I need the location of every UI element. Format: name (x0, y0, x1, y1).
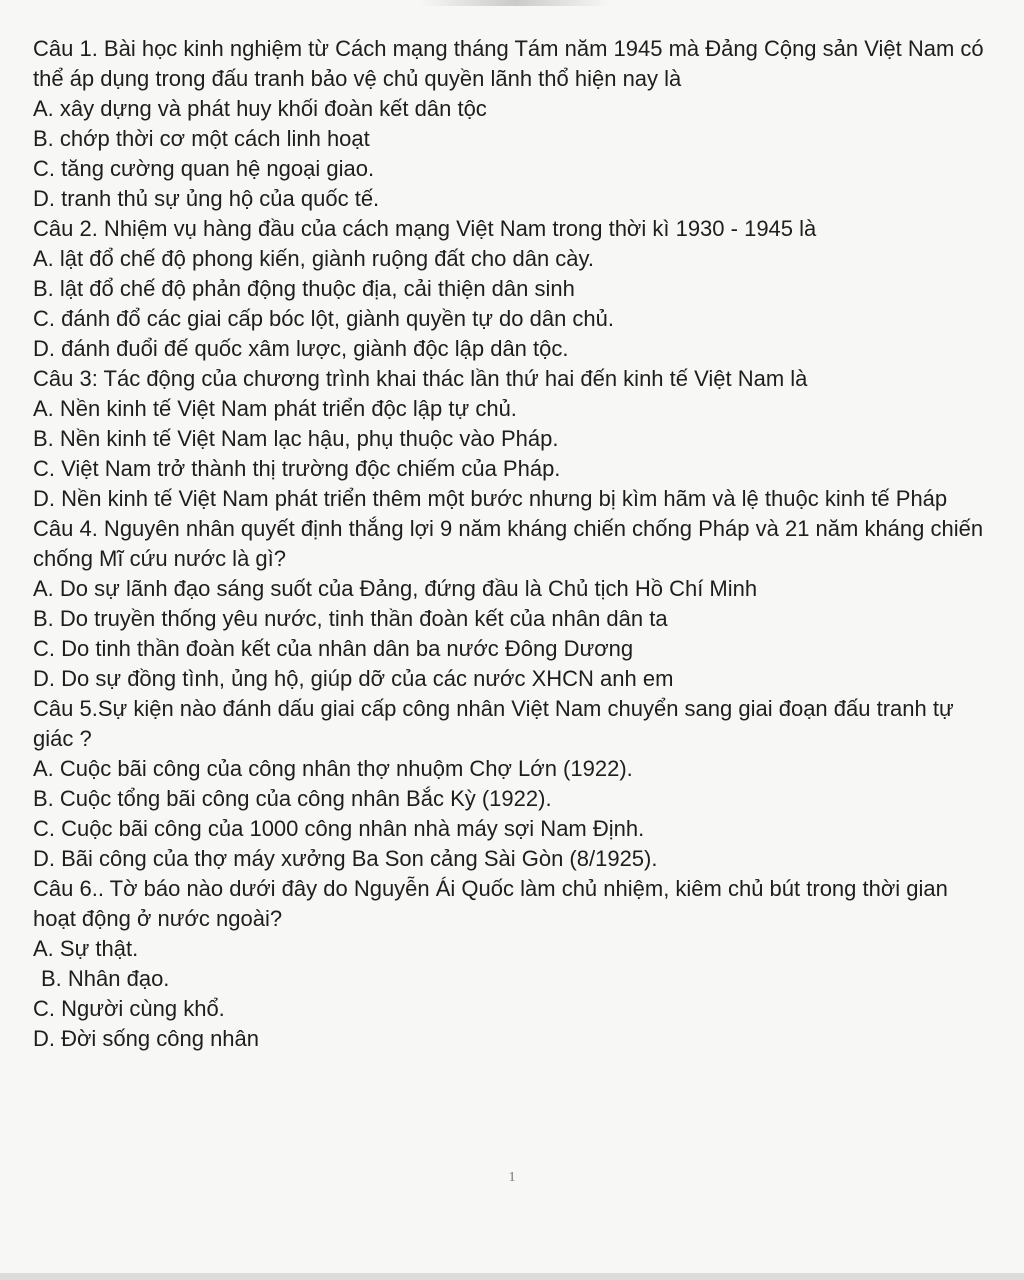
option-d: D. tranh thủ sự ủng hộ của quốc tế. (33, 186, 380, 211)
option-b: B. Do truyền thống yêu nước, tinh thần đoàn kết của nhân dân ta (33, 606, 668, 631)
option-c: C. Việt Nam trở thành thị trường độc chiếm của Pháp. (33, 456, 561, 481)
option-b: B. lật đổ chế độ phản động thuộc địa, cải thiện dân sinh (33, 276, 575, 301)
option-a: A. Do sự lãnh đạo sáng suốt của Đảng, đứng đầu là Chủ tịch Hồ Chí Minh (33, 576, 758, 601)
question-text: Câu 1. Bài học kinh nghiệm từ Cách mạng tháng Tám năm 1945 mà Đảng Cộng sản Việt Nam có thể áp dụng trong đấu tranh bảo vệ chủ quyền lãnh thổ hiện nay là (33, 36, 984, 91)
option-b: B. Nền kinh tế Việt Nam lạc hậu, phụ thuộc vào Pháp. (33, 426, 559, 451)
option-a: A. Nền kinh tế Việt Nam phát triển độc lập tự chủ. (33, 396, 517, 421)
option-c: C. tăng cường quan hệ ngoại giao. (33, 156, 375, 181)
question-2 (33, 214, 993, 364)
option-b: B. Nhân đạo. (41, 966, 170, 991)
option-d: D. Đời sống công nhân (33, 1026, 260, 1051)
option-b: B. Cuộc tổng bãi công của công nhân Bắc Kỳ (1922). (33, 786, 552, 811)
question-6 (33, 874, 993, 1054)
option-a: A. xây dựng và phát huy khối đoàn kết dân tộc (33, 96, 487, 121)
option-c: C. đánh đổ các giai cấp bóc lột, giành quyền tự do dân chủ. (33, 306, 615, 331)
option-c: C. Người cùng khổ. (33, 996, 225, 1021)
option-a: A. Sự thật. (33, 936, 139, 961)
option-a: A. Cuộc bãi công của công nhân thợ nhuộm Chợ Lớn (1922). (33, 756, 633, 781)
option-d: D. Do sự đồng tình, ủng hộ, giúp dỡ của các nước XHCN anh em (33, 666, 674, 691)
question-4 (33, 514, 993, 694)
question-text: Câu 3: Tác động của chương trình khai thác lần thứ hai đến kinh tế Việt Nam là (33, 366, 808, 391)
question-1 (33, 34, 993, 214)
question-text: Câu 5.Sự kiện nào đánh dấu giai cấp công nhân Việt Nam chuyển sang giai đoạn đấu tranh tự giác ? (33, 696, 954, 751)
option-d: D. Bãi công của thợ máy xưởng Ba Son cảng Sài Gòn (8/1925). (33, 846, 658, 871)
question-3 (33, 364, 993, 514)
question-5 (33, 694, 993, 874)
question-text: Câu 2. Nhiệm vụ hàng đầu của cách mạng Việt Nam trong thời kì 1930 - 1945 là (33, 216, 817, 241)
option-d: D. đánh đuổi đế quốc xâm lược, giành độc lập dân tộc. (33, 336, 569, 361)
question-text: Câu 6.. Tờ báo nào dưới đây do Nguyễn Ái Quốc làm chủ nhiệm, kiêm chủ bút trong thời gian hoạt động ở nước ngoài? (33, 876, 948, 931)
option-d: D. Nền kinh tế Việt Nam phát triển thêm một bước nhưng bị kìm hãm và lệ thuộc kinh tế Pháp (33, 486, 948, 511)
scan-smudge (420, 0, 610, 6)
option-c: C. Cuộc bãi công của 1000 công nhân nhà máy sợi Nam Định. (33, 816, 645, 841)
option-a: A. lật đổ chế độ phong kiến, giành ruộng đất cho dân cày. (33, 246, 594, 271)
question-text: Câu 4. Nguyên nhân quyết định thắng lợi 9 năm kháng chiến chống Pháp và 21 năm kháng chiến chống Mĩ cứu nước là gì? (33, 516, 984, 571)
option-c: C. Do tinh thần đoàn kết của nhân dân ba nước Đông Dương (33, 636, 634, 661)
quiz-content (33, 34, 993, 1054)
page-bottom-edge (0, 1273, 1024, 1280)
page-number: 1 (508, 1170, 516, 1185)
option-b: B. chớp thời cơ một cách linh hoạt (33, 126, 370, 151)
